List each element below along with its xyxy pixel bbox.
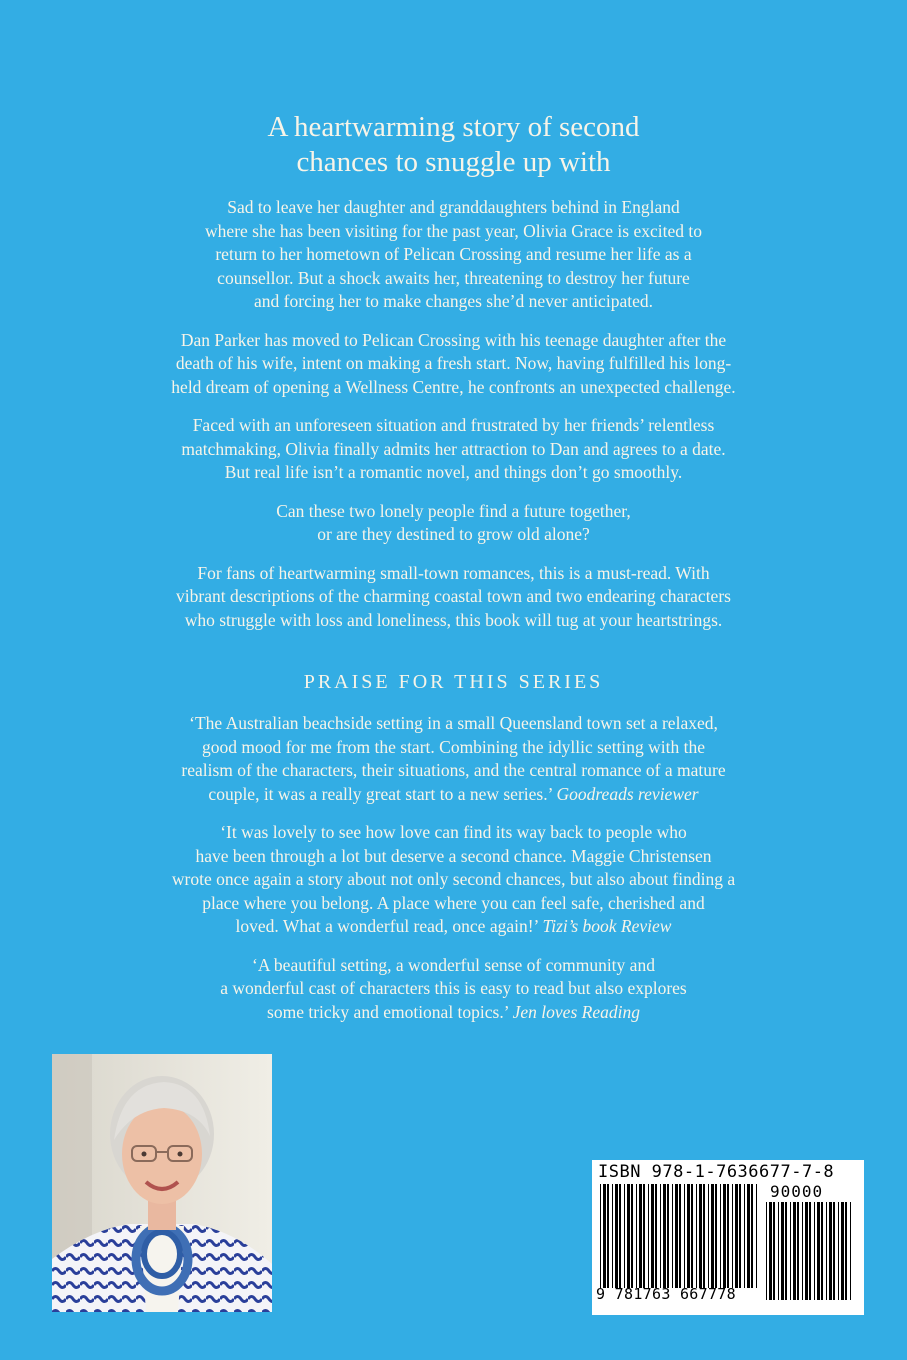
barcode-bar	[850, 1202, 851, 1300]
barcode-bar	[817, 1202, 820, 1300]
barcode-bar	[679, 1184, 681, 1288]
barcode-bar	[821, 1202, 823, 1300]
headline-line: A heartwarming story of second	[267, 111, 640, 143]
review-source: Goodreads reviewer	[556, 783, 699, 804]
review-line	[90, 783, 817, 807]
barcode-bar	[684, 1184, 685, 1288]
praise-heading: PRAISE FOR THIS SERIES	[303, 671, 604, 693]
barcode-bar	[600, 1184, 601, 1288]
barcode-bar	[833, 1202, 835, 1300]
barcode-bar	[672, 1184, 673, 1288]
review-line: ‘A beautiful setting, a wonderful sense of community and	[252, 954, 655, 975]
review-line: good mood for me from the start. Combining the idyllic setting with the	[201, 736, 706, 757]
barcode-bar	[627, 1184, 630, 1288]
barcode-bar	[735, 1184, 738, 1288]
blurb-line: Sad to leave her daughter and granddaughters behind in England	[227, 197, 680, 217]
barcode-bar	[826, 1202, 827, 1300]
barcode-bar	[603, 1184, 606, 1288]
review-quote	[90, 821, 817, 939]
barcode-bar	[699, 1184, 702, 1288]
barcode-bar	[687, 1184, 690, 1288]
barcode-bar	[756, 1184, 757, 1288]
review-line: have been through a lot but deserve a second chance. Maggie Christensen	[195, 845, 712, 866]
barcode-bar	[675, 1184, 678, 1288]
blurb-line: Dan Parker has moved to Pelican Crossing with his teenage daughter after the	[180, 329, 727, 350]
blurb-line: return to her hometown of Pelican Crossing and resume her life as a	[215, 244, 692, 264]
author-photo	[52, 1054, 272, 1312]
blurb-line: held dream of opening a Wellness Centre, he confronts an unexpected challenge.	[171, 376, 736, 397]
review-text: loved. What a wonderful read, once again!’	[235, 916, 539, 936]
barcode-bar	[691, 1184, 693, 1288]
barcode-bar	[624, 1184, 625, 1288]
barcode-bar	[797, 1202, 799, 1300]
barcode-bar	[769, 1202, 772, 1300]
isbn-label: ISBN 978-1-7636677-7-8	[598, 1162, 835, 1182]
blurb-line: vibrant descriptions of the charming coastal town and two endearing characters	[176, 586, 731, 606]
review-line: ‘The Australian beachside setting in a small Queensland town set a relaxed,	[189, 713, 718, 733]
barcode-bar	[667, 1184, 669, 1288]
barcode-bar	[639, 1184, 642, 1288]
barcode-bar	[773, 1202, 775, 1300]
barcode-bar	[781, 1202, 784, 1300]
barcode-bar	[751, 1184, 753, 1288]
barcode-bar	[703, 1184, 705, 1288]
barcode-bars	[600, 1184, 760, 1288]
blurb-line: and forcing her to make changes she’d never anticipated.	[254, 291, 653, 311]
barcode-bar	[696, 1184, 697, 1288]
blurb-line: death of his wife, intent on making a fresh start. Now, having fulfilled his long-	[175, 353, 732, 373]
headline	[0, 110, 907, 180]
blurb-paragraph	[90, 196, 817, 314]
barcode-bar	[809, 1202, 811, 1300]
barcode-bar	[845, 1202, 847, 1300]
barcode-bar	[720, 1184, 721, 1288]
barcode-bar	[723, 1184, 726, 1288]
blurb-line: matchmaking, Olivia finally admits her attraction to Dan and agrees to a date.	[181, 438, 726, 459]
barcode-bar	[802, 1202, 803, 1300]
barcode-bar	[841, 1202, 844, 1300]
barcode-bar	[619, 1184, 621, 1288]
barcode-bar	[655, 1184, 657, 1288]
blurb-line: But real life isn’t a romantic novel, and things don’t go smoothly.	[224, 462, 683, 482]
barcode-bar	[715, 1184, 717, 1288]
review-line	[90, 915, 817, 939]
barcode-bar	[739, 1184, 741, 1288]
price-code: 90000	[770, 1182, 824, 1201]
review-text: some tricky and emotional topics.’	[267, 1001, 509, 1022]
isbn-barcode	[592, 1160, 864, 1315]
review-text: couple, it was a really great start to a new series.’	[208, 783, 553, 804]
review-line: a wonderful cast of characters this is easy to read but also explores	[220, 978, 687, 998]
blurb-paragraph	[90, 500, 817, 547]
isbn-digits: 9 781763 667778	[596, 1285, 736, 1303]
blurb	[90, 196, 817, 647]
review-quote	[90, 712, 817, 806]
blurb-line: Faced with an unforeseen situation and frustrated by her friends’ relentless	[192, 415, 715, 435]
barcode-bar	[651, 1184, 654, 1288]
barcode-bar	[732, 1184, 733, 1288]
barcode-addon-bars	[766, 1202, 854, 1300]
review-line	[90, 1001, 817, 1025]
barcode-bar	[778, 1202, 779, 1300]
review-line: realism of the characters, their situations, and the central romance of a mature	[181, 760, 726, 780]
blurb-line: or are they destined to grow old alone?	[317, 524, 590, 544]
blurb-paragraph	[90, 329, 817, 400]
barcode-bar	[793, 1202, 796, 1300]
barcode-bar	[663, 1184, 666, 1288]
barcode-bar	[660, 1184, 661, 1288]
barcode-bar	[643, 1184, 645, 1288]
barcode-bar	[708, 1184, 709, 1288]
barcode-bar	[648, 1184, 649, 1288]
review-line: wrote once again a story about not only second chances, but also about finding a	[171, 869, 736, 889]
barcode-bar	[744, 1184, 745, 1288]
barcode-bar	[607, 1184, 609, 1288]
barcode-bar	[612, 1184, 613, 1288]
barcode-bar	[785, 1202, 787, 1300]
author-portrait-illustration	[52, 1054, 272, 1312]
barcode-bar	[838, 1202, 839, 1300]
barcode-bar	[829, 1202, 832, 1300]
barcode-bar	[747, 1184, 750, 1288]
barcode-bar	[727, 1184, 729, 1288]
barcode-bar	[631, 1184, 633, 1288]
blurb-paragraph	[90, 562, 817, 633]
barcode-bar	[766, 1202, 767, 1300]
barcode-bar	[805, 1202, 808, 1300]
review-line: place where you belong. A place where you can feel safe, cherished and	[202, 892, 705, 913]
barcode-bar	[814, 1202, 815, 1300]
review-source: Jen loves Reading	[512, 1001, 640, 1022]
review-quote	[90, 954, 817, 1025]
barcode-bar	[615, 1184, 618, 1288]
barcode-bar	[711, 1184, 714, 1288]
barcode-bar	[790, 1202, 791, 1300]
headline-line: chances to snuggle up with	[296, 146, 611, 178]
praise-section	[90, 712, 817, 1039]
blurb-line: where she has been visiting for the past year, Olivia Grace is excited to	[205, 220, 702, 241]
review-line: ‘It was lovely to see how love can find its way back to people who	[220, 822, 687, 842]
review-source: Tizi’s book Review	[542, 916, 672, 936]
blurb-line: counsellor. But a shock awaits her, threatening to destroy her future	[217, 267, 690, 288]
blurb-paragraph	[90, 414, 817, 485]
blurb-line: who struggle with loss and loneliness, this book will tug at your heartstrings.	[184, 609, 723, 630]
blurb-line: Can these two lonely people find a future together,	[276, 500, 631, 521]
blurb-line: For fans of heartwarming small-town romances, this is a must-read. With	[197, 562, 710, 583]
barcode-bar	[636, 1184, 637, 1288]
